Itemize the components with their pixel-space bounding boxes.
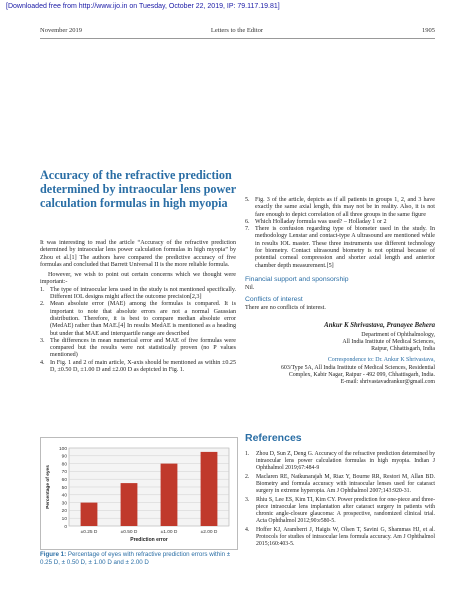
- reference-item: 1. Zhou D, Sun Z, Deng G. Accuracy of the refractive prediction determined by intraocular lens power calculation formulas in high myopia. Indian J Ophthalmol 2019;67:484-9: [245, 451, 435, 471]
- bar: [201, 452, 218, 526]
- y-tick-label: 40: [61, 493, 67, 499]
- intro-paragraph: It was interesting to read the article “Accuracy of the refractive prediction determined by intraocular lens power calculation formulas in high myopia” by Zhou et al.[1] The authors have compared the predictive accuracy of five formulas and concluded that Barrett Universal II is the more reliable formula.: [40, 240, 236, 268]
- affiliation-line: All India Institute of Medical Sciences,: [342, 338, 435, 345]
- letter-title: Accuracy of the refractive prediction determined by intraocular lens power calculation formulas in high myopia: [40, 168, 236, 210]
- list-item: 6. Which Holladay formula was used? – Holladay 1 or 2: [245, 218, 387, 225]
- correspondence-line: Correspondence to: Dr. Ankur K Shrivastava,: [327, 357, 435, 364]
- y-tick-label: 90: [61, 454, 67, 460]
- bar: [121, 483, 138, 526]
- funding-text: Nil.: [245, 284, 255, 291]
- right-column: [245, 197, 435, 387]
- y-tick-label: 20: [61, 509, 67, 515]
- email-link[interactable]: E-mail: shrivastavadrankur@gmail.com: [340, 379, 435, 386]
- x-tick-label: ±0.50 D: [120, 530, 138, 535]
- bar: [81, 503, 98, 526]
- reference-item: 4. Hoffer KJ, Aramberri J, Haigis W, Olsen T, Savini G, Shammas HJ, et al. Protocols for studies of intraocular lens formula accuracy. Am J Ophthalmol 2015;160:403-5.: [245, 527, 435, 547]
- correspondence-line: Complex, Kabir Nagar, Raipur - 492 099, Chhattisgarh, India.: [288, 372, 435, 379]
- list-item: 3. The differences in mean numerical error and MAE of five formulas were compared but the results were not statistically proven (no P values mentioned): [40, 337, 236, 359]
- left-column: [40, 240, 236, 374]
- download-notice[interactable]: [Downloaded free from http://www.ijo.in on Tuesday, October 22, 2019, IP: 79.117.19.81]: [6, 3, 280, 10]
- concerns-list-right: [245, 197, 435, 270]
- reference-item: 3. Rhiu S, Lee ES, Kim TI, Kim CY. Power prediction for one-piece and three-piece intraocular lens implantation after cataract surgery in patients with chronic angle-closure glaucoma: A prospective, randomized clinical trial. Acta Ophthalmol 2012;90:e580-5.: [245, 497, 435, 524]
- author-names: Ankur K Shrivastava, Pranayee Behera: [324, 321, 435, 329]
- conflicts-heading: Conflicts of interest: [245, 296, 303, 304]
- header-page-number: 1905: [422, 27, 435, 34]
- figure-1: [40, 437, 238, 550]
- x-axis-label: Prediction error: [130, 537, 168, 543]
- affiliation-line: Department of Ophthalmology,: [361, 331, 435, 338]
- bar-chart: [41, 438, 237, 549]
- concerns-paragraph: However, we wish to point out certain concerns which we thought were important:-: [40, 272, 236, 286]
- y-tick-label: 10: [61, 517, 67, 522]
- correspondence-line: 603/Type 5A, All India Institute of Medical Sciences, Residential: [280, 364, 435, 371]
- header-rule: [40, 38, 435, 39]
- x-tick-label: ±1.00 D: [160, 530, 178, 535]
- y-tick-label: 60: [61, 478, 67, 483]
- x-tick-label: ±2.00 D: [200, 530, 218, 535]
- affiliation-line: Raipur, Chhattisgarh, India: [371, 346, 435, 353]
- list-item: 4. In Fig. 1 and 2 of main article, X-axis should be mentioned as within ±0.25 D, ±0.50 D, ±1.00 D and ±2.00 D as depicted in Fig. 1.: [40, 359, 236, 374]
- y-tick-label: 80: [61, 462, 67, 468]
- reference-item: 2. Maclaren RE, Natkunarajah M, Riaz Y, Bourne RR, Restori M, Allan BD. Biometry and formula accuracy with intraocular lenses used for cataract surgery in extreme hyperopia. Am J Ophthalmol 2007;143:920-31.: [245, 474, 435, 494]
- conflicts-text: There are no conflicts of interest.: [245, 305, 326, 312]
- caption-label: Figure 1:: [40, 551, 67, 558]
- y-axis-label: Percentage of eyes: [46, 465, 51, 509]
- header-date: November 2019: [40, 27, 83, 34]
- list-item: 5. Fig. 3 of the article, depicts as if all patients in groups 1, 2, and 3 have exactly the same axial length, this may not be in reality. Also, it is not fare enough to depict correlation of all three groups in the same figure: [245, 197, 435, 218]
- references-heading: References: [245, 432, 302, 444]
- x-tick-label: ±0.25 D: [80, 530, 98, 535]
- y-tick-label: 0: [64, 524, 67, 530]
- list-item: 2. Mean absolute error (MAE) among the formulas is compared. It is important to note that absolute errors are not a normal Gaussian distribution. Therefore, it is best to compare median absolute error (MedAE) rather than MAE.[4] In results MedAE is mentioned as a heading but under that MAE and interquartile range are described: [40, 301, 236, 337]
- references-list: [245, 451, 435, 550]
- list-item: 1. The type of intraocular lens used in the study is not mentioned specifically. Different IOL designs might affect the outcome precision[2,3]: [40, 286, 236, 301]
- y-tick-label: 100: [58, 446, 67, 452]
- correspondence: [245, 357, 435, 386]
- list-item: 7. There is confusion regarding type of biometer used in the study. In methodology Lenstar and contact-type A ultrasound are mentioned while in results IOL master. These three instruments use different technology for biometry. Contact ultrasound biometry is not optimal because of potential corneal compression and shorter axial length and anterior chamber depth measurement.[5]: [245, 226, 435, 269]
- affiliation: [245, 332, 435, 354]
- caption-text: Percentage of eyes with refractive prediction errors within ± 0.25 D, ± 0.50 D, ± 1.00 D and ± 2.00 D: [40, 551, 231, 566]
- y-tick-label: 50: [61, 485, 67, 491]
- funding-heading: Financial support and sponsorship: [245, 275, 349, 283]
- bar: [161, 464, 178, 526]
- y-tick-label: 30: [61, 501, 67, 507]
- y-tick-label: 70: [61, 470, 67, 476]
- header-section: Letters to the Editor: [210, 27, 264, 34]
- figure-caption: [40, 551, 238, 566]
- concerns-list-left: [40, 287, 236, 375]
